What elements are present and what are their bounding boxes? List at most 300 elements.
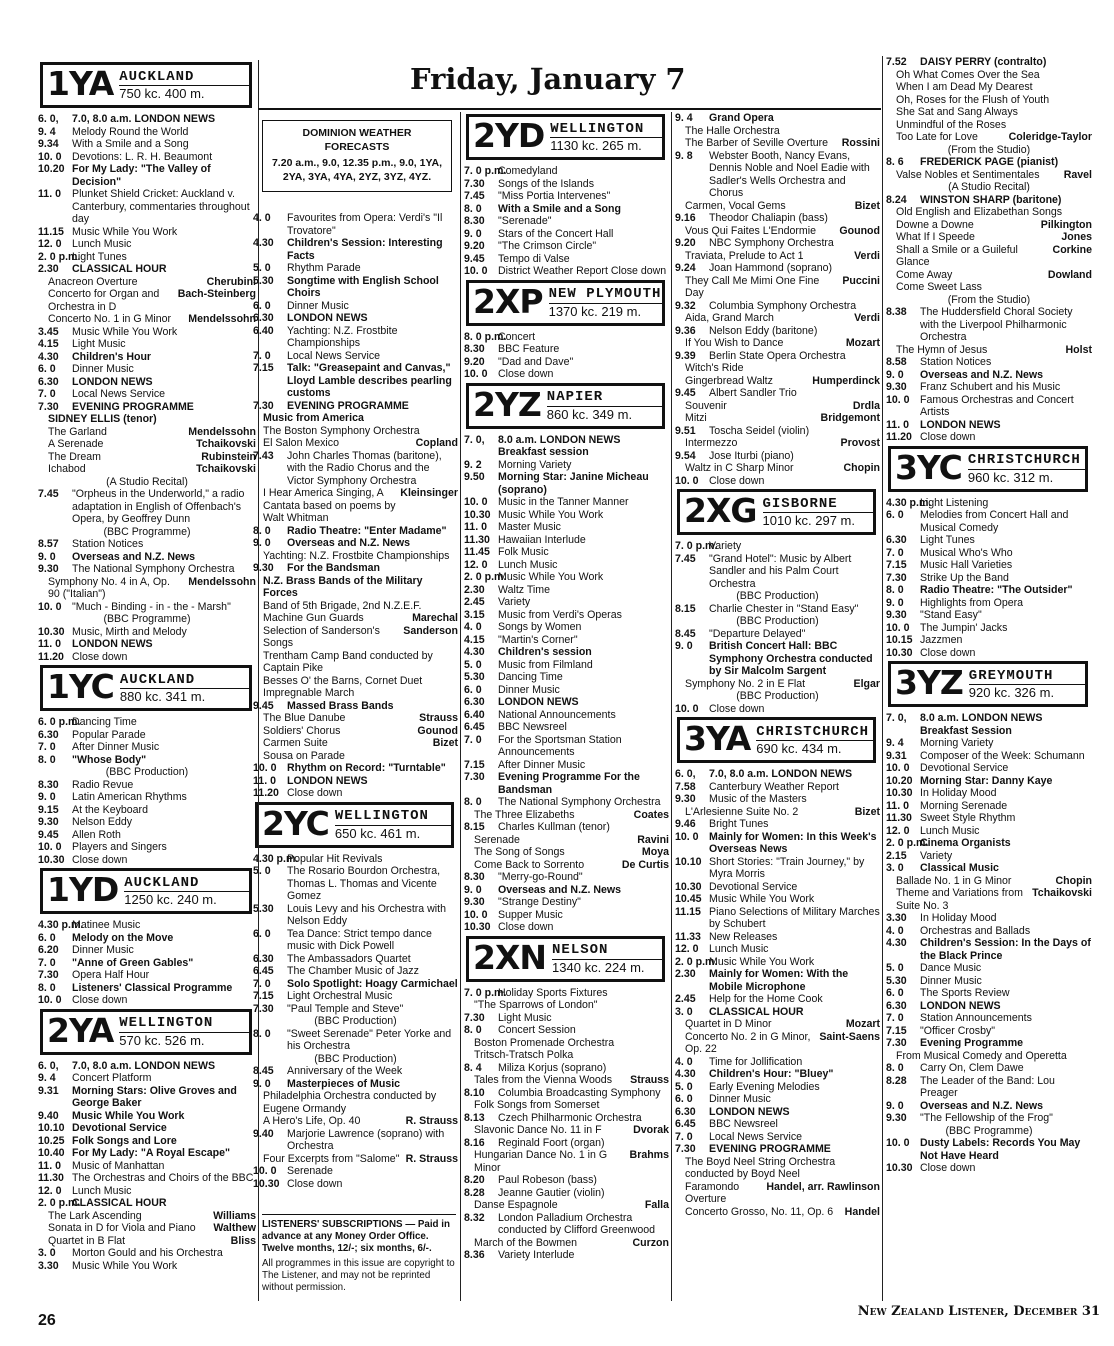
programme-item [464, 1199, 669, 1212]
composer-name: Cherubini [206, 275, 256, 288]
schedule-time: 4.30 [464, 646, 485, 658]
schedule-entry [38, 804, 256, 817]
schedule-programme: In Holiday Mood [920, 912, 997, 924]
schedule-entry [886, 812, 1092, 825]
schedule-time: 7. 0, [464, 433, 485, 446]
schedule-time: 9.32 [675, 299, 696, 312]
programme-detail: N.Z. Brass Bands of the Military Forces [263, 574, 423, 599]
schedule-entry [886, 837, 1092, 850]
schedule-programme: LONDON NEWS [498, 696, 579, 708]
schedule-time: 8.58 [886, 356, 907, 368]
subscriptions-box [262, 1214, 456, 1294]
schedule-entry [253, 362, 458, 400]
schedule-programme: EVENING PROGRAMME [709, 1143, 831, 1155]
schedule-entry [675, 262, 880, 275]
schedule-time: 9.50 [464, 471, 485, 483]
programme-item [38, 276, 256, 289]
schedule-entry [886, 547, 1092, 560]
schedule-entry [886, 1062, 1092, 1075]
schedule-programme: Morning Star: Danny Kaye [920, 774, 1053, 787]
station-city: CHRISTCHURCH [968, 452, 1085, 470]
programme-item [675, 1206, 880, 1219]
schedule-entry [886, 912, 1092, 925]
schedule-programme: Toscha Seidel (violin) [709, 424, 810, 437]
schedule-programme: LONDON NEWS [920, 418, 1001, 431]
schedule-programme: NBC Symphony Orchestra [709, 237, 834, 249]
schedule-time: 11. 0 [38, 188, 61, 200]
schedule-entry [675, 881, 880, 894]
schedule-entry [675, 387, 880, 400]
schedule-programme: For My Lady: "The Valley of Decision" [72, 163, 211, 188]
schedule-entry [675, 893, 880, 906]
schedule-entry [464, 1112, 669, 1125]
schedule-entry [464, 434, 669, 459]
schedule-entry [38, 151, 256, 164]
schedule-programme: 7.0, 8.0 a.m. LONDON NEWS [72, 1059, 216, 1072]
schedule-programme: Allen Roth [72, 828, 121, 841]
schedule-entry [464, 921, 669, 934]
schedule-entry [886, 762, 1092, 775]
programme-title: Come Back to Sorrento [474, 858, 585, 871]
programme-item [886, 231, 1092, 244]
programme-item [675, 312, 880, 325]
schedule-entry [253, 1003, 458, 1016]
column-2 [253, 212, 458, 1190]
schedule-entry [886, 1037, 1092, 1050]
composer-name: Saint-Saens [819, 1030, 880, 1043]
schedule-time: 10. 0 [675, 474, 699, 487]
programme-title: Symphony No. 4 in A, Op. 90 ("Italian") [48, 575, 170, 600]
schedule-time: 7.45 [38, 488, 59, 500]
schedule-programme: Jazzmen [920, 634, 963, 646]
schedule-programme: Supper Music [498, 908, 563, 921]
schedule-programme: Close down [498, 921, 554, 933]
schedule-time: 4.30 p.m. [886, 496, 932, 509]
programme-title: The Hymn of Jesus [896, 343, 988, 356]
schedule-time: 8.28 [886, 1074, 907, 1087]
schedule-time: 10.30 [253, 1177, 280, 1190]
production-note: (A Studio Recital) [948, 181, 1030, 193]
schedule-entry [464, 796, 669, 809]
schedule-time: 3.45 [38, 325, 59, 338]
schedule-time: 2.30 [38, 263, 59, 275]
schedule-time: 3. 0 [886, 862, 904, 874]
schedule-entry [464, 1187, 669, 1200]
schedule-entry [464, 821, 669, 834]
schedule-time: 11.30 [886, 812, 912, 824]
schedule-entry [464, 265, 669, 278]
station-info [547, 283, 662, 323]
schedule-entry [675, 1118, 880, 1131]
schedule-entry [38, 363, 256, 376]
schedule-programme: Latin American Rhythms [72, 791, 187, 803]
schedule-entry [38, 351, 256, 364]
schedule-entry [38, 551, 256, 564]
schedule-entry [886, 194, 1092, 207]
column-rule [882, 56, 883, 1301]
programme-detail: She Sat and Sang Always [896, 106, 1018, 118]
schedule-time: 8.45 [675, 627, 696, 640]
schedule-entry [675, 1056, 880, 1069]
schedule-programme: Czech Philharmonic Orchestra [498, 1111, 642, 1124]
schedule-programme: "Dad and Dave" [498, 355, 574, 368]
station-city: AUCKLAND [124, 875, 249, 893]
schedule-programme: The National Symphony Orchestra [72, 563, 235, 575]
schedule-time: 9.20 [675, 237, 696, 249]
schedule-programme: Light Music [72, 338, 126, 350]
programme-title: They Call Me Mimi One Fine Day [685, 274, 820, 299]
programme-title: The Blue Danube [263, 712, 346, 724]
composer-name: Provost [840, 437, 880, 449]
schedule-programme: "Paul Temple and Steve" [287, 1002, 404, 1015]
programme-title: Concerto for Organ and Orchestra in D [48, 288, 160, 313]
schedule-programme: Music While You Work [709, 955, 815, 968]
schedule-entry [38, 754, 256, 767]
composer-name: Gounod [839, 224, 880, 237]
schedule-time: 9.30 [38, 563, 59, 575]
schedule-entry [675, 1006, 880, 1019]
schedule-programme: "Orpheus in the Underworld," a radio adaptation in English of Offenbach's Opera, by Geoffrey Dunn [72, 488, 245, 525]
schedule-entry [253, 537, 458, 550]
schedule-entry [464, 1174, 669, 1187]
programme-detail: Oh What Comes Over the Sea [896, 68, 1040, 81]
schedule-entry [464, 659, 669, 672]
schedule-time: 11.20 [253, 787, 279, 799]
schedule-programme: FREDERICK PAGE (pianist) [920, 156, 1059, 168]
schedule-programme: Charles Kullman (tenor) [498, 821, 610, 833]
schedule-time: 6. 0 [253, 927, 271, 940]
schedule-programme: Music from Verdi's Operas [498, 608, 622, 621]
schedule-programme: Stars of the Concert Hall [498, 227, 614, 240]
schedule-time: 8. 6 [886, 156, 904, 168]
programme-item [675, 1031, 880, 1056]
schedule-time: 10. 0 [464, 496, 488, 508]
schedule-programme: Tempo di Valse [498, 252, 570, 265]
production-note: (BBC Programme) [103, 525, 191, 538]
schedule-time: 7.58 [675, 780, 696, 793]
schedule-entry [464, 896, 669, 909]
composer-name: Ravel [1063, 168, 1092, 181]
composer-name: Verdi [854, 249, 880, 262]
schedule-time: 6.30 [253, 952, 274, 965]
station-city: AUCKLAND [120, 672, 249, 690]
schedule-programme: Franz Schubert and his Music [920, 381, 1061, 393]
schedule-time: 11. 0 [38, 1159, 61, 1172]
schedule-time: 4.30 p.m. [38, 919, 84, 931]
schedule-entry [38, 563, 256, 576]
station-header [466, 383, 665, 429]
schedule-programme: Dinner Music [287, 299, 349, 312]
schedule-entry [38, 626, 256, 639]
schedule-programme: Music While You Work [72, 225, 178, 238]
schedule-time: 8. 0 [886, 584, 904, 596]
schedule-entry [675, 793, 880, 806]
programme-title: Intermezzo [685, 437, 738, 449]
schedule-time: 5.30 [464, 671, 485, 683]
schedule-entry [886, 431, 1092, 444]
schedule-time: 10. 0 [886, 393, 910, 406]
schedule-time: 3. 0 [38, 1247, 56, 1259]
schedule-time: 8. 0 [886, 1062, 904, 1074]
schedule-time: 5.30 [253, 274, 274, 287]
schedule-programme: 7.0, 8.0 a.m. LONDON NEWS [709, 768, 853, 780]
schedule-entry [886, 1025, 1092, 1038]
schedule-time: 3.30 [38, 1259, 59, 1272]
programme-title: Ichabod [48, 463, 86, 475]
composer-name: Bridgemont [820, 412, 880, 424]
schedule-entry [464, 721, 669, 734]
station-header [677, 717, 876, 763]
schedule-entry [886, 497, 1092, 510]
schedule-entry [38, 1135, 256, 1148]
station-frequency: 880 kc. 341 m. [119, 689, 206, 705]
schedule-entry [675, 628, 880, 641]
schedule-programme: John Charles Thomas (baritone), with the Radio Chorus and the Victor Symphony Orchestra [287, 449, 442, 487]
schedule-time: 10. 0 [886, 762, 910, 774]
schedule-time: 11.20 [38, 650, 64, 663]
composer-name: Bizet [854, 805, 880, 818]
schedule-entry [253, 400, 458, 413]
programme-item [675, 275, 880, 300]
schedule-programme: "Officer Crosby" [920, 1024, 996, 1037]
schedule-entry [675, 1106, 880, 1119]
schedule-time: 6. 0, [675, 768, 696, 780]
schedule-programme: Dinner Music [920, 974, 982, 987]
programme-item [675, 400, 880, 413]
schedule-time: 7. 0 p.m. [464, 986, 507, 999]
programme-item [464, 834, 669, 847]
schedule-time: 11.15 [675, 905, 701, 918]
schedule-entry [464, 356, 669, 369]
schedule-entry [886, 419, 1092, 432]
schedule-programme: Station Notices [72, 538, 144, 550]
programme-item [464, 1149, 669, 1174]
schedule-programme: The Rosario Bourdon Orchestra, Thomas L. Thomas and Vicente Gomez [287, 865, 441, 902]
programme-detail: Besses O' the Barns, Cornet Duet [263, 674, 423, 687]
schedule-time: 11.20 [886, 431, 912, 443]
schedule-entry [464, 671, 669, 684]
schedule-programme: Light Listening [920, 496, 989, 509]
schedule-time: 11. 0 [886, 799, 909, 812]
schedule-programme: Close down [709, 474, 765, 487]
schedule-time: 10.20 [38, 163, 65, 175]
composer-name: Mendelssohn [188, 575, 256, 588]
schedule-programme: Rhythm Parade [287, 262, 361, 274]
schedule-programme: Miliza Korjus (soprano) [498, 1061, 607, 1074]
schedule-time: 7.30 [38, 969, 59, 981]
station-city: GREYMOUTH [969, 668, 1085, 686]
programme-detail: Yachting: N.Z. Frostbite Championships [263, 549, 450, 562]
schedule-entry [38, 1147, 256, 1160]
schedule-programme: Plunket Shield Cricket: Auckland v. Canterbury, commentaries throughout day [72, 188, 250, 225]
schedule-time: 10. 0 [675, 702, 699, 715]
station-frequency: 920 kc. 326 m. [968, 685, 1055, 701]
production-note: (From the Studio) [947, 143, 1031, 156]
schedule-entry [464, 521, 669, 534]
schedule-time: 6. 0, [38, 1059, 59, 1072]
schedule-entry [464, 696, 669, 709]
schedule-programme: CLASSICAL HOUR [72, 263, 167, 275]
composer-name: Mozart [845, 1018, 880, 1030]
composer-name: Tchaikovski [1032, 887, 1092, 899]
schedule-programme: Variety Interlude [498, 1249, 575, 1261]
schedule-time: 8. 0 [38, 753, 56, 766]
schedule-time: 9.51 [675, 424, 696, 437]
schedule-time: 9.16 [675, 212, 696, 224]
schedule-time: 6. 0 [38, 363, 56, 375]
composer-name: R. Strauss [405, 1152, 458, 1165]
schedule-entry [38, 651, 256, 664]
schedule-time: 9.30 [253, 562, 274, 574]
schedule-programme: Time for Jollification [709, 1055, 803, 1068]
schedule-time: 7.45 [464, 190, 485, 202]
production-note: (BBC Production) [314, 1015, 397, 1027]
schedule-time: 10. 0 [253, 1165, 277, 1177]
station-header [40, 868, 252, 914]
programme-detail: SIDNEY ELLIS (tenor) [48, 413, 157, 425]
schedule-time: 4.30 [675, 1068, 696, 1080]
schedule-programme: New Releases [709, 930, 778, 943]
programme-title: The Dream [48, 450, 101, 463]
schedule-programme: Dancing Time [498, 671, 563, 683]
programme-item [253, 1153, 458, 1166]
schedule-time: 7. 0 [38, 388, 56, 400]
composer-name: Tchaikovski [196, 463, 256, 475]
schedule-time: 2. 0 p.m. [38, 1197, 81, 1209]
programme-item [253, 737, 458, 750]
programme-detail: Come Sweet Lass [896, 281, 982, 293]
composer-name: Copland [415, 437, 458, 449]
schedule-entry [38, 779, 256, 792]
schedule-programme: Songs by Women [498, 621, 582, 633]
schedule-programme: Local News Service [287, 349, 381, 362]
schedule-programme: "Martin's Corner" [498, 633, 578, 646]
schedule-programme: Devotions: L. R. H. Beaumont [72, 150, 213, 163]
schedule-time: 9. 0 [464, 883, 482, 896]
schedule-entry [38, 957, 256, 970]
schedule-entry [253, 990, 458, 1003]
station-city: GISBORNE [763, 496, 874, 514]
schedule-entry [464, 546, 669, 559]
programme-title: Ballade No. 1 in G Minor [896, 874, 1012, 887]
schedule-time: 9. 0 [675, 640, 693, 652]
schedule-programme: LONDON NEWS [287, 774, 368, 787]
schedule-entry [464, 1087, 669, 1100]
schedule-programme: With a Smile and a Song [498, 202, 621, 215]
programme-item [675, 375, 880, 388]
schedule-programme: Overseas and N.Z. News [920, 1099, 1044, 1112]
station-info [548, 117, 662, 157]
schedule-entry [886, 584, 1092, 597]
station-info [333, 805, 451, 845]
schedule-programme: Overseas and N.Z. News [920, 368, 1044, 381]
schedule-time: 9.31 [886, 749, 907, 762]
composer-name: Verdi [854, 312, 880, 324]
copyright-notice: All programmes in this issue are copyright to The Listener, and may not be reprinted without permission. [262, 1257, 455, 1293]
station-info [761, 492, 874, 532]
schedule-time: 7. 0 p.m. [464, 165, 507, 177]
schedule-time: 6.30 [886, 999, 907, 1012]
schedule-programme: Dusty Labels: Records You May Not Have Heard [920, 1137, 1081, 1162]
programme-title: Hungarian Dance No. 1 in G Minor [474, 1149, 608, 1174]
schedule-programme: Hawaiian Interlude [498, 533, 586, 546]
schedule-entry [38, 326, 256, 339]
programme-title: Soldiers' Chorus [263, 724, 341, 737]
column-4 [675, 112, 880, 1218]
schedule-programme: "Strange Destiny" [498, 896, 581, 908]
schedule-entry [464, 496, 669, 509]
schedule-entry [464, 509, 669, 522]
programme-title: Quartet in B Flat [48, 1234, 126, 1247]
schedule-time: 9.46 [675, 818, 696, 830]
schedule-time: 9.30 [886, 609, 907, 621]
programme-item [886, 269, 1092, 282]
programme-item [253, 712, 458, 725]
schedule-time: 8.57 [38, 538, 59, 550]
schedule-programme: Local News Service [72, 388, 166, 400]
schedule-programme: The Chamber Music of Jazz [287, 965, 419, 977]
schedule-time: 5. 0 [675, 1080, 693, 1093]
schedule-time: 5.30 [886, 974, 907, 987]
schedule-entry [464, 1012, 669, 1025]
schedule-programme: Help for the Home Cook [709, 993, 823, 1005]
composer-name: Marechal [412, 612, 458, 624]
schedule-entry [253, 275, 458, 300]
schedule-time: 2.15 [886, 849, 907, 862]
schedule-time: 4.15 [464, 633, 485, 646]
schedule-entry [38, 969, 256, 982]
schedule-entry [886, 850, 1092, 863]
schedule-entry [464, 684, 669, 697]
schedule-programme: Devotional Service [709, 880, 798, 893]
schedule-entry [886, 862, 1092, 875]
schedule-programme: 8.0 a.m. LONDON NEWS Breakfast session [498, 433, 621, 458]
schedule-programme: Station Announcements [920, 1012, 1032, 1024]
schedule-entry [675, 1131, 880, 1144]
station-frequency: 1010 kc. 297 m. [762, 513, 855, 529]
schedule-entry [464, 1024, 669, 1037]
schedule-programme: Lunch Music [709, 943, 769, 955]
station-city: CHRISTCHURCH [756, 724, 873, 742]
schedule-time: 9. 0 [886, 368, 904, 381]
programme-detail: Witch's Ride [685, 362, 744, 374]
schedule-programme: Concert Session [498, 1024, 576, 1036]
schedule-programme: Folk Music [498, 546, 549, 558]
composer-name: Rubinstein [201, 450, 256, 463]
schedule-entry [38, 1060, 256, 1073]
schedule-programme: Lunch Music [72, 238, 132, 250]
schedule-entry [675, 112, 880, 125]
schedule-programme: The Huddersfield Choral Society with the Liverpool Philharmonic Orchestra [920, 306, 1073, 343]
schedule-time: 7. 0 [886, 546, 904, 559]
composer-name: Drdla [852, 399, 880, 412]
station-frequency: 1340 kc. 224 m. [552, 959, 645, 975]
schedule-entry [38, 113, 256, 126]
schedule-programme: Louis Levy and his Orchestra with Nelson Eddy [287, 902, 446, 927]
schedule-time: 5.30 [253, 902, 274, 915]
schedule-entry [253, 762, 458, 775]
programme-item [38, 451, 256, 464]
schedule-time: 9.40 [253, 1127, 274, 1140]
schedule-time: 9. 4 [38, 125, 56, 138]
schedule-programme: The Ambassadors Quartet [287, 952, 411, 965]
schedule-programme: LONDON NEWS [72, 375, 153, 388]
schedule-time: 8.10 [464, 1086, 485, 1099]
schedule-time: 10. 0 [38, 841, 62, 853]
station-info [754, 720, 873, 760]
schedule-time: 10. 0 [38, 150, 62, 163]
schedule-entry [38, 791, 256, 804]
